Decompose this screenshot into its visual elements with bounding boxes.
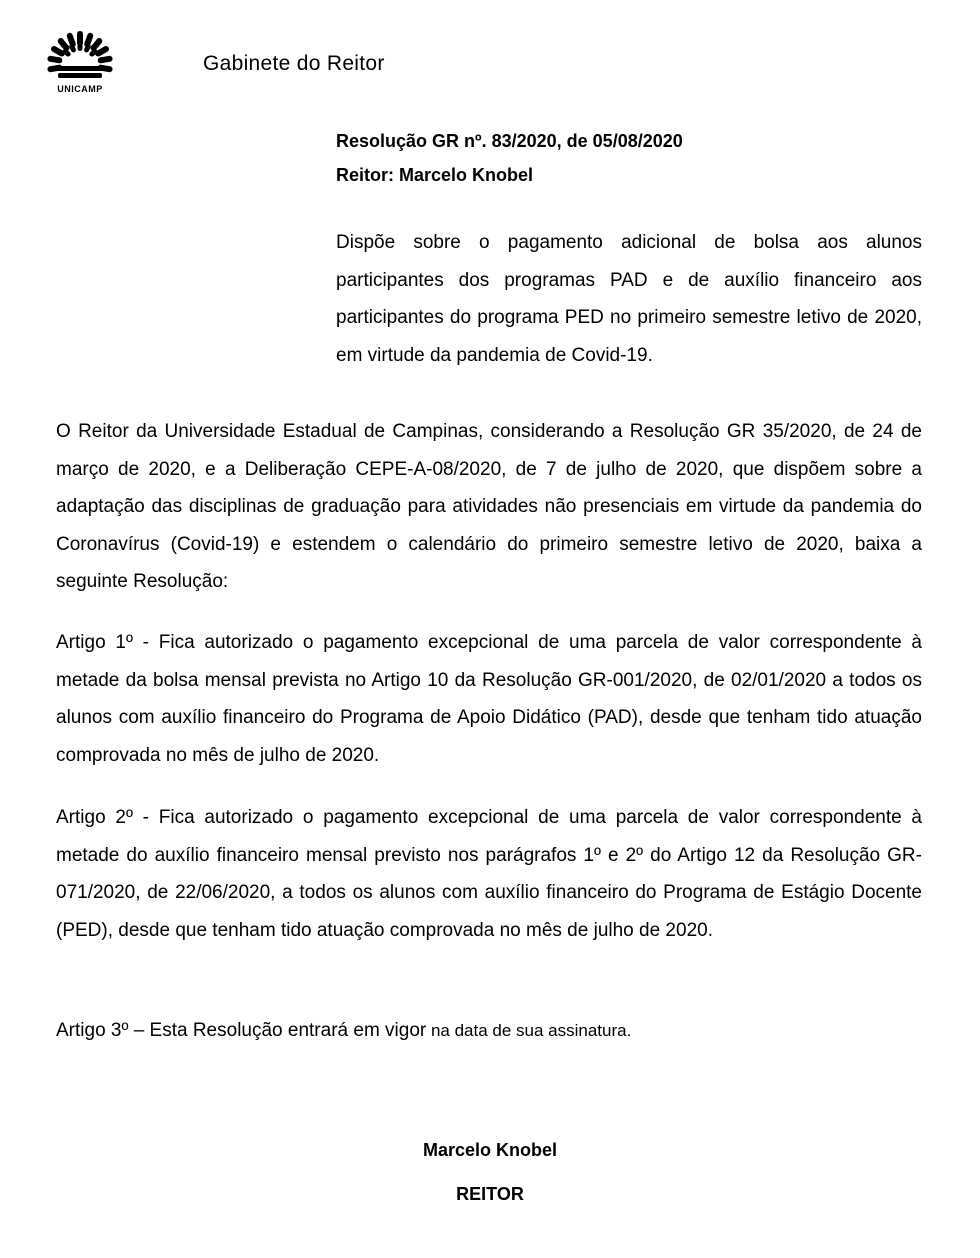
resolution-heading [336,124,683,192]
signature-title: REITOR [456,1184,524,1204]
ementa-paragraph: Dispõe sobre o pagamento adicional de bolsa aos alunos participantes dos programas PAD e de auxílio financeiro aos participantes do programa PED no primeiro semestre letivo de 2020, em virtude da pandemia de Covid-19. [336,232,922,366]
article-1-paragraph: Artigo 1º - Fica autorizado o pagamento excepcional de uma parcela de valor correspondente à metade da bolsa mensal prevista no Artigo 10 da Resolução GR-001/2020, de 02/01/2020 a todos os alunos com auxílio financeiro do Programa de Apoio Didático (PAD), desde que tenham tido atuação comprovada no mês de julho de 2020. [56,632,922,766]
office-title: Gabinete do Reitor [203,52,385,75]
rector-line: Reitor: Marcelo Knobel [336,165,534,185]
signature-name: Marcelo Knobel [422,1140,558,1160]
resolution-title: Resolução GR nº. 83/2020, de 05/08/2020 [336,131,683,151]
preamble-paragraph: O Reitor da Universidade Estadual de Campinas, considerando a Resolução GR 35/2020, de 24 de março de 2020, e a Deliberação CEPE-A-08/2020, de 7 de julho de 2020, que dispõem sobre a adaptação das disciplinas de graduação para atividades não presenciais em virtude da pandemia do Coronavírus (Covid-19) e estendem o calendário do primeiro semestre letivo de 2020, baixa a seguinte Resolução: [56,421,922,592]
article-2-paragraph: Artigo 2º - Fica autorizado o pagamento excepcional de uma parcela de valor correspondente à metade do auxílio financeiro mensal previsto nos parágrafos 1º e 2º do Artigo 12 da Resolução GR-071/2020, de 22/06/2020, a todos os alunos com auxílio financeiro do Programa de Estágio Docente (PED), desde que tenham tido atuação comprovada no mês de julho de 2020. [56,807,922,941]
article-3-end: na data de sua assinatura. [426,1021,632,1040]
logo-text: UNICAMP [57,84,103,94]
article-3-paragraph [56,1012,922,1050]
article-3-start: Artigo 3º – Esta Resolução entrará em vigor [56,1020,427,1041]
